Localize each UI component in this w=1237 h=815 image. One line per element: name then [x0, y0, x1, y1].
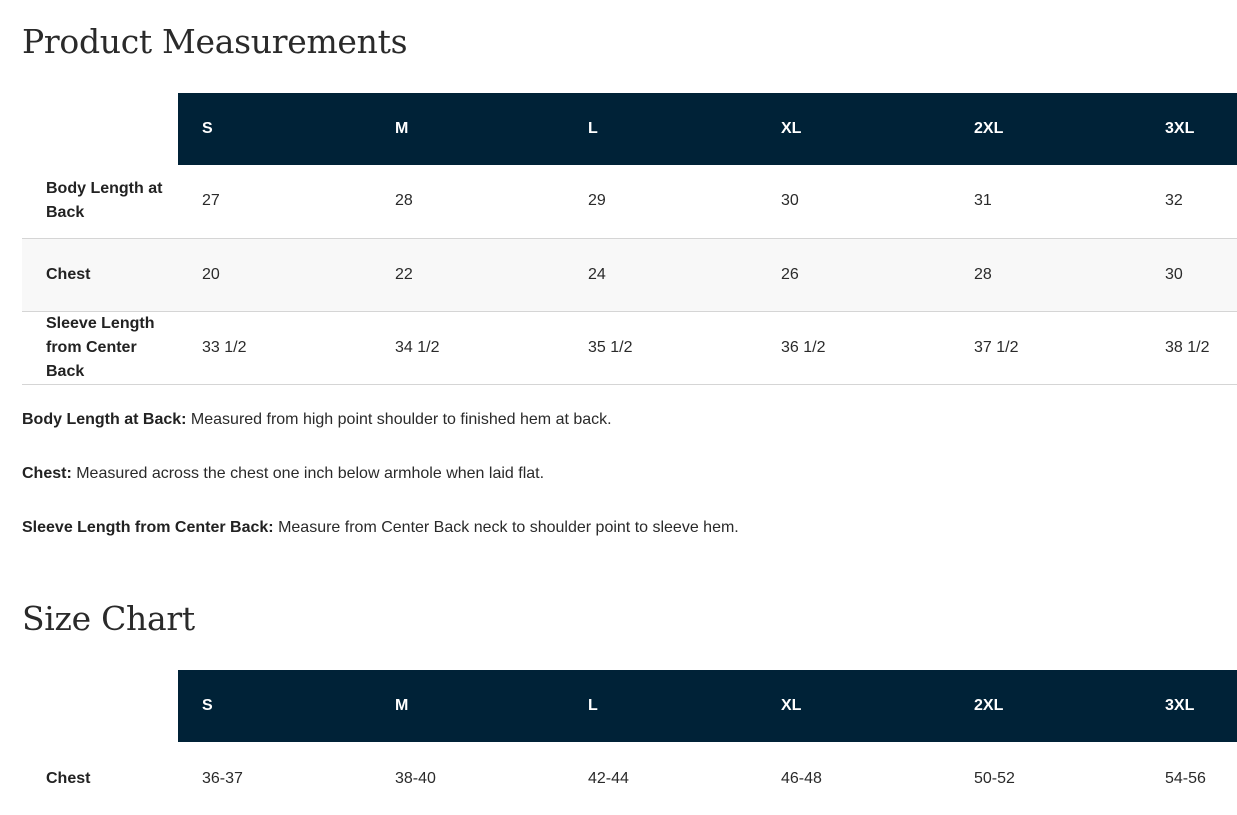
table-header-row — [22, 670, 1237, 742]
table-cell: 30 — [757, 165, 950, 238]
row-label-body-length: Body Length at Back — [22, 165, 178, 238]
size-header-s: S — [178, 670, 371, 742]
size-header-xl: XL — [757, 670, 950, 742]
table-cell: 28 — [950, 238, 1141, 311]
table-cell: 50-52 — [974, 769, 1015, 787]
size-header-m: M — [371, 93, 564, 165]
size-header-2xl: 2XL — [950, 670, 1141, 742]
table-row-sleeve-length — [22, 311, 1237, 384]
row-label-chest: Chest — [22, 238, 178, 311]
table-cell: 37 1/2 — [950, 311, 1141, 384]
table-cell: 26 — [757, 238, 950, 311]
size-header-s: S — [178, 93, 371, 165]
table-header-row — [22, 93, 1237, 165]
table-row-chest — [22, 238, 1237, 311]
table-cell: 38 1/2 — [1141, 311, 1237, 384]
size-header-2xl: 2XL — [950, 93, 1141, 165]
note-sleeve-length — [22, 518, 1237, 538]
table-cell: 24 — [564, 238, 757, 311]
table-cell: 35 1/2 — [564, 311, 757, 384]
note-term: Chest: — [22, 465, 72, 482]
header-corner-cell — [22, 670, 178, 742]
product-measurements-title: Product Measurements — [22, 22, 408, 61]
table-cell: 33 1/2 — [178, 311, 371, 384]
note-text: Measure from Center Back neck to shoulder point to sleeve hem. — [273, 519, 739, 536]
size-header-3xl: 3XL — [1141, 93, 1237, 165]
size-header-l: L — [564, 670, 757, 742]
table-cell: 54-56 — [1165, 769, 1206, 787]
table-cell: 30 — [1141, 238, 1237, 311]
table-cell: 46-48 — [781, 769, 822, 787]
table-cell: 20 — [178, 238, 371, 311]
table-cell: 22 — [371, 238, 564, 311]
measurement-notes — [22, 410, 1237, 572]
product-measurements-table — [22, 93, 1237, 385]
table-cell: 42-44 — [588, 769, 629, 787]
note-text: Measured across the chest one inch below armhole when laid flat. — [71, 465, 545, 482]
size-chart-table — [22, 670, 1237, 815]
note-text: Measured from high point shoulder to finished hem at back. — [186, 411, 612, 428]
header-corner-cell — [22, 93, 178, 165]
size-chart-title: Size Chart — [22, 599, 195, 638]
note-chest — [22, 464, 1237, 484]
row-label-sleeve-length: Sleeve Length from Center Back — [22, 311, 178, 384]
table-cell: 36-37 — [202, 769, 243, 787]
size-header-m: M — [371, 670, 564, 742]
size-header-3xl: 3XL — [1141, 670, 1237, 742]
table-cell: 34 1/2 — [371, 311, 564, 384]
table-row-chest — [22, 742, 1237, 815]
table-cell: 28 — [371, 165, 564, 238]
note-body-length — [22, 410, 1237, 430]
note-term: Sleeve Length from Center Back: — [22, 519, 274, 536]
size-header-xl: XL — [757, 93, 950, 165]
size-header-l: L — [564, 93, 757, 165]
table-cell: 29 — [564, 165, 757, 238]
table-cell: 31 — [950, 165, 1141, 238]
table-cell: 38-40 — [395, 769, 436, 787]
table-row-body-length — [22, 165, 1237, 238]
table-cell: 27 — [178, 165, 371, 238]
table-cell: 36 1/2 — [757, 311, 950, 384]
row-label-chest: Chest — [46, 769, 91, 787]
note-term: Body Length at Back: — [22, 411, 187, 428]
table-cell: 32 — [1141, 165, 1237, 238]
